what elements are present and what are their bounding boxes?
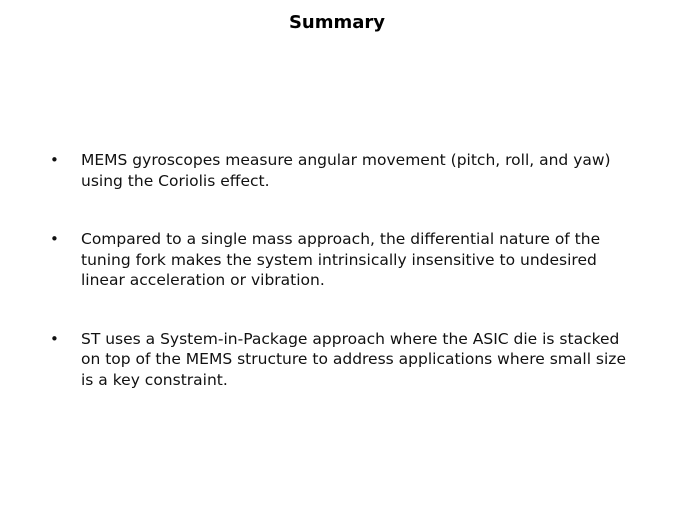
bullet-item bbox=[50, 150, 630, 191]
slide-title: Summary bbox=[288, 12, 386, 33]
bullet-text: ST uses a System-in-Package approach where the ASIC die is stacked on top of the MEMS structure to address applications where small size is a key constraint. bbox=[81, 329, 626, 389]
bullet-list bbox=[50, 150, 630, 390]
bullet-icon: • bbox=[50, 230, 59, 248]
bullet-text: Compared to a single mass approach, the differential nature of the tuning fork makes the system intrinsically insensitive to undesired linear acceleration or vibration. bbox=[81, 230, 601, 289]
bullet-item bbox=[50, 229, 630, 291]
bullet-text: MEMS gyroscopes measure angular movement (pitch, roll, and yaw) using the Coriolis effect. bbox=[81, 151, 611, 190]
bullet-item bbox=[50, 329, 630, 391]
bullet-icon: • bbox=[50, 329, 59, 348]
bullet-icon: • bbox=[50, 151, 59, 169]
